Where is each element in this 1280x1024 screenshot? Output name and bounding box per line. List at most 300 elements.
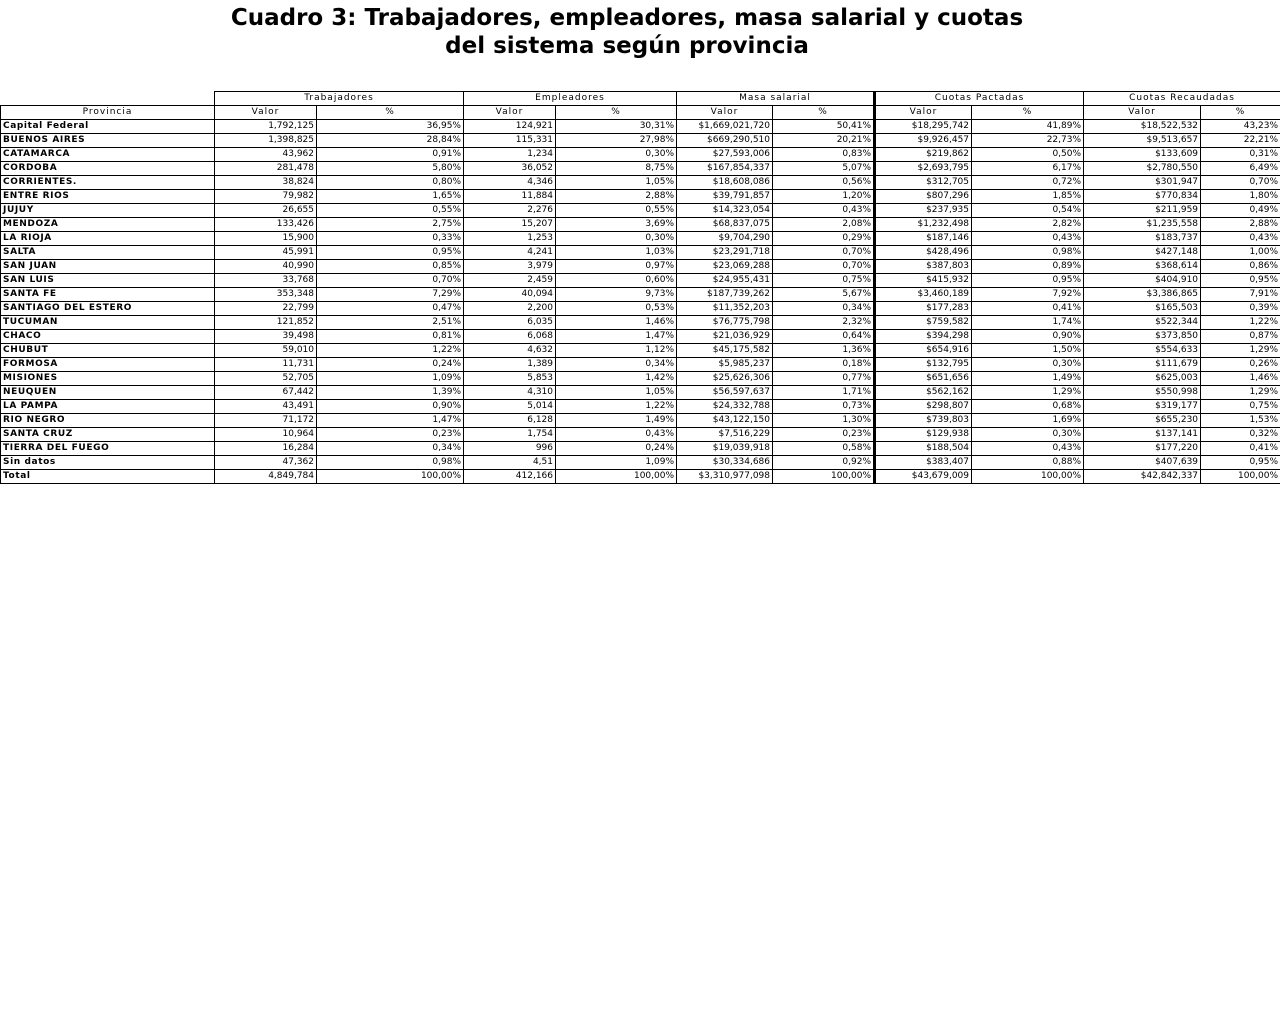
- table-cell: 15,900: [215, 232, 317, 246]
- table-cell: 4,632: [464, 344, 556, 358]
- table-cell: $759,582: [875, 316, 972, 330]
- table-cell: 0,89%: [972, 260, 1084, 274]
- table-row: [1, 344, 1280, 358]
- table-cell: $39,791,857: [677, 190, 773, 204]
- table-cell: $23,291,718: [677, 246, 773, 260]
- table-cell: 28,84%: [317, 134, 464, 148]
- table-cell: $1,235,558: [1084, 218, 1201, 232]
- table-cell: 1,12%: [556, 344, 677, 358]
- table-cell: $3,460,189: [875, 288, 972, 302]
- table-cell: 1,22%: [1201, 316, 1280, 330]
- table-cell: $807,296: [875, 190, 972, 204]
- table-cell: 47,362: [215, 456, 317, 470]
- table-row: [1, 386, 1280, 400]
- table-cell: $3,386,865: [1084, 288, 1201, 302]
- province-name-cell: NEUQUEN: [1, 386, 215, 400]
- province-name-cell: Total: [1, 470, 215, 484]
- table-row: [1, 232, 1280, 246]
- table-cell: 3,979: [464, 260, 556, 274]
- table-cell: $177,283: [875, 302, 972, 316]
- table-cell: 0,68%: [972, 400, 1084, 414]
- table-cell: 1,03%: [556, 246, 677, 260]
- table-cell: 996: [464, 442, 556, 456]
- table-cell: 0,55%: [317, 204, 464, 218]
- table-cell: 6,128: [464, 414, 556, 428]
- table-cell: 0,33%: [317, 232, 464, 246]
- table-row: [1, 302, 1280, 316]
- table-cell: 71,172: [215, 414, 317, 428]
- table-cell: 0,70%: [773, 246, 875, 260]
- province-name-cell: Capital Federal: [1, 120, 215, 134]
- table-cell: 1,71%: [773, 386, 875, 400]
- table-cell: 1,22%: [317, 344, 464, 358]
- table-cell: 9,73%: [556, 288, 677, 302]
- table-cell: 0,88%: [972, 456, 1084, 470]
- table-cell: 8,75%: [556, 162, 677, 176]
- table-cell: $56,597,637: [677, 386, 773, 400]
- table-cell: $428,496: [875, 246, 972, 260]
- table-cell: $24,332,788: [677, 400, 773, 414]
- table-row: [1, 316, 1280, 330]
- table-cell: 2,75%: [317, 218, 464, 232]
- table-cell: 0,70%: [317, 274, 464, 288]
- column-header-valor: Valor: [875, 106, 972, 120]
- table-cell: 41,89%: [972, 120, 1084, 134]
- group-header-empleadores: Empleadores: [464, 92, 677, 106]
- table-cell: $319,177: [1084, 400, 1201, 414]
- column-header-valor: Valor: [215, 106, 317, 120]
- table-cell: 100,00%: [1201, 470, 1280, 484]
- table-cell: 1,29%: [1201, 386, 1280, 400]
- table-cell: 2,82%: [972, 218, 1084, 232]
- table-cell: $427,148: [1084, 246, 1201, 260]
- table-cell: 1,20%: [773, 190, 875, 204]
- province-name-cell: CATAMARCA: [1, 148, 215, 162]
- table-row: [1, 260, 1280, 274]
- table-cell: 0,95%: [317, 246, 464, 260]
- table-cell: $404,910: [1084, 274, 1201, 288]
- table-cell: $188,504: [875, 442, 972, 456]
- table-cell: 43,23%: [1201, 120, 1280, 134]
- table-cell: 1,74%: [972, 316, 1084, 330]
- province-name-cell: Sin datos: [1, 456, 215, 470]
- table-cell: $9,926,457: [875, 134, 972, 148]
- table-cell: $2,693,795: [875, 162, 972, 176]
- provinces-table: [0, 91, 1280, 484]
- table-cell: 67,442: [215, 386, 317, 400]
- province-name-cell: SANTA FE: [1, 288, 215, 302]
- table-cell: 1,39%: [317, 386, 464, 400]
- column-header-valor: Valor: [464, 106, 556, 120]
- table-cell: $187,146: [875, 232, 972, 246]
- title-line-2: del sistema según provincia: [445, 33, 809, 59]
- column-header-valor: Valor: [677, 106, 773, 120]
- table-cell: $655,230: [1084, 414, 1201, 428]
- group-header-trabajadores: Trabajadores: [215, 92, 464, 106]
- table-cell: 0,43%: [1201, 232, 1280, 246]
- table-cell: 5,67%: [773, 288, 875, 302]
- table-cell: 1,42%: [556, 372, 677, 386]
- table-row: [1, 176, 1280, 190]
- table-cell: 0,81%: [317, 330, 464, 344]
- table-cell: 353,348: [215, 288, 317, 302]
- table-cell: 0,39%: [1201, 302, 1280, 316]
- table-cell: 15,207: [464, 218, 556, 232]
- table-cell: 4,51: [464, 456, 556, 470]
- table-row: [1, 400, 1280, 414]
- table-cell: $23,069,288: [677, 260, 773, 274]
- table-cell: 10,964: [215, 428, 317, 442]
- province-name-cell: FORMOSA: [1, 358, 215, 372]
- table-cell: $387,803: [875, 260, 972, 274]
- province-name-cell: SAN LUIS: [1, 274, 215, 288]
- table-cell: 0,72%: [972, 176, 1084, 190]
- group-header-row: [1, 92, 1280, 106]
- table-cell: $373,850: [1084, 330, 1201, 344]
- table-cell: 0,50%: [972, 148, 1084, 162]
- table-cell: $43,122,150: [677, 414, 773, 428]
- table-cell: 1,253: [464, 232, 556, 246]
- table-cell: 52,705: [215, 372, 317, 386]
- table-cell: 0,73%: [773, 400, 875, 414]
- column-header-pct: %: [1201, 106, 1280, 120]
- table-cell: 0,31%: [1201, 148, 1280, 162]
- table-cell: $522,344: [1084, 316, 1201, 330]
- table-cell: 1,00%: [1201, 246, 1280, 260]
- table-cell: 2,32%: [773, 316, 875, 330]
- column-header-pct: %: [773, 106, 875, 120]
- table-cell: 4,310: [464, 386, 556, 400]
- table-cell: 1,30%: [773, 414, 875, 428]
- table-cell: 45,991: [215, 246, 317, 260]
- table-row: [1, 470, 1280, 484]
- table-cell: 1,47%: [556, 330, 677, 344]
- table-cell: $651,656: [875, 372, 972, 386]
- table-cell: 1,29%: [1201, 344, 1280, 358]
- table-cell: 7,29%: [317, 288, 464, 302]
- table-cell: 0,83%: [773, 148, 875, 162]
- table-row: [1, 148, 1280, 162]
- table-cell: $211,959: [1084, 204, 1201, 218]
- table-cell: 1,389: [464, 358, 556, 372]
- table-cell: 2,88%: [556, 190, 677, 204]
- table-cell: 0,26%: [1201, 358, 1280, 372]
- table-row: [1, 428, 1280, 442]
- table-cell: 100,00%: [556, 470, 677, 484]
- table-cell: 1,49%: [556, 414, 677, 428]
- table-cell: 281,478: [215, 162, 317, 176]
- table-cell: $11,352,203: [677, 302, 773, 316]
- table-cell: 2,88%: [1201, 218, 1280, 232]
- table-cell: 0,43%: [773, 204, 875, 218]
- table-cell: 40,094: [464, 288, 556, 302]
- table-cell: $9,513,657: [1084, 134, 1201, 148]
- table-cell: 2,51%: [317, 316, 464, 330]
- table-cell: 5,853: [464, 372, 556, 386]
- table-cell: 0,97%: [556, 260, 677, 274]
- table-cell: 2,459: [464, 274, 556, 288]
- table-cell: $415,932: [875, 274, 972, 288]
- table-cell: $18,522,532: [1084, 120, 1201, 134]
- table-cell: $43,679,009: [875, 470, 972, 484]
- table-cell: 2,200: [464, 302, 556, 316]
- table-cell: $368,614: [1084, 260, 1201, 274]
- table-cell: 1,49%: [972, 372, 1084, 386]
- table-cell: 0,49%: [1201, 204, 1280, 218]
- table-cell: 100,00%: [972, 470, 1084, 484]
- group-header-masa-salarial: Masa salarial: [677, 92, 875, 106]
- table-cell: $132,795: [875, 358, 972, 372]
- table-cell: 22,799: [215, 302, 317, 316]
- table-cell: 1,46%: [556, 316, 677, 330]
- table-cell: 33,768: [215, 274, 317, 288]
- table-cell: 6,49%: [1201, 162, 1280, 176]
- column-header-pct: %: [317, 106, 464, 120]
- table-cell: 0,55%: [556, 204, 677, 218]
- table-cell: $301,947: [1084, 176, 1201, 190]
- table-cell: 1,46%: [1201, 372, 1280, 386]
- table-cell: 0,34%: [317, 442, 464, 456]
- table-cell: 0,23%: [773, 428, 875, 442]
- table-cell: 1,05%: [556, 176, 677, 190]
- table-cell: 133,426: [215, 218, 317, 232]
- table-cell: 7,92%: [972, 288, 1084, 302]
- table-cell: 0,43%: [556, 428, 677, 442]
- table-row: [1, 134, 1280, 148]
- table-cell: 5,07%: [773, 162, 875, 176]
- table-cell: 79,982: [215, 190, 317, 204]
- table-cell: 0,43%: [972, 232, 1084, 246]
- table-cell: 0,98%: [972, 246, 1084, 260]
- table-cell: $167,854,337: [677, 162, 773, 176]
- table-cell: 38,824: [215, 176, 317, 190]
- table-cell: $25,626,306: [677, 372, 773, 386]
- province-name-cell: ENTRE RIOS: [1, 190, 215, 204]
- province-name-cell: CORDOBA: [1, 162, 215, 176]
- group-header-cuotas-pactadas: Cuotas Pactadas: [875, 92, 1084, 106]
- column-header-pct: %: [972, 106, 1084, 120]
- column-header-pct: %: [556, 106, 677, 120]
- table-cell: 4,346: [464, 176, 556, 190]
- table-cell: $407,639: [1084, 456, 1201, 470]
- province-name-cell: TIERRA DEL FUEGO: [1, 442, 215, 456]
- table-cell: $383,407: [875, 456, 972, 470]
- table-cell: 59,010: [215, 344, 317, 358]
- table-cell: 0,75%: [773, 274, 875, 288]
- table-cell: 43,962: [215, 148, 317, 162]
- table-cell: 30,31%: [556, 120, 677, 134]
- table-cell: 0,77%: [773, 372, 875, 386]
- table-cell: 0,60%: [556, 274, 677, 288]
- table-cell: 412,166: [464, 470, 556, 484]
- table-cell: $550,998: [1084, 386, 1201, 400]
- table-row: [1, 358, 1280, 372]
- province-name-cell: SALTA: [1, 246, 215, 260]
- table-cell: 0,95%: [972, 274, 1084, 288]
- table-cell: 1,65%: [317, 190, 464, 204]
- table-cell: $739,803: [875, 414, 972, 428]
- table-cell: 1,69%: [972, 414, 1084, 428]
- table-cell: 1,09%: [317, 372, 464, 386]
- table-cell: 0,30%: [556, 148, 677, 162]
- table-row: [1, 442, 1280, 456]
- table-cell: $237,935: [875, 204, 972, 218]
- province-name-cell: MISIONES: [1, 372, 215, 386]
- table-cell: 5,014: [464, 400, 556, 414]
- table-cell: 1,09%: [556, 456, 677, 470]
- province-name-cell: CHACO: [1, 330, 215, 344]
- province-name-cell: JUJUY: [1, 204, 215, 218]
- table-cell: 1,53%: [1201, 414, 1280, 428]
- table-cell: 0,75%: [1201, 400, 1280, 414]
- table-cell: $19,039,918: [677, 442, 773, 456]
- table-cell: $669,290,510: [677, 134, 773, 148]
- table-cell: $625,003: [1084, 372, 1201, 386]
- table-cell: 0,29%: [773, 232, 875, 246]
- province-name-cell: CHUBUT: [1, 344, 215, 358]
- table-cell: 43,491: [215, 400, 317, 414]
- table-cell: 1,398,825: [215, 134, 317, 148]
- table-row: [1, 120, 1280, 134]
- table-cell: 4,241: [464, 246, 556, 260]
- table-cell: 0,98%: [317, 456, 464, 470]
- province-name-cell: SANTA CRUZ: [1, 428, 215, 442]
- table-cell: $129,938: [875, 428, 972, 442]
- province-name-cell: CORRIENTES.: [1, 176, 215, 190]
- table-cell: 27,98%: [556, 134, 677, 148]
- table-cell: 1,50%: [972, 344, 1084, 358]
- province-name-cell: SANTIAGO DEL ESTERO: [1, 302, 215, 316]
- table-cell: $219,862: [875, 148, 972, 162]
- table-row: [1, 218, 1280, 232]
- table-row: [1, 246, 1280, 260]
- table-cell: 1,47%: [317, 414, 464, 428]
- table-cell: 0,54%: [972, 204, 1084, 218]
- table-cell: 0,30%: [972, 428, 1084, 442]
- table-cell: $770,834: [1084, 190, 1201, 204]
- table-cell: 0,58%: [773, 442, 875, 456]
- table-cell: $1,232,498: [875, 218, 972, 232]
- table-cell: 0,85%: [317, 260, 464, 274]
- table-cell: $42,842,337: [1084, 470, 1201, 484]
- table-cell: 11,884: [464, 190, 556, 204]
- table-cell: $165,503: [1084, 302, 1201, 316]
- table-row: [1, 288, 1280, 302]
- table-cell: 1,754: [464, 428, 556, 442]
- table-cell: 1,80%: [1201, 190, 1280, 204]
- table-cell: 22,73%: [972, 134, 1084, 148]
- table-cell: 1,22%: [556, 400, 677, 414]
- table-row: [1, 372, 1280, 386]
- table-cell: $2,780,550: [1084, 162, 1201, 176]
- group-header-cuotas-recaudadas: Cuotas Recaudadas: [1084, 92, 1280, 106]
- table-cell: $7,516,229: [677, 428, 773, 442]
- table-cell: 0,56%: [773, 176, 875, 190]
- table-cell: 39,498: [215, 330, 317, 344]
- column-header-valor: Valor: [1084, 106, 1201, 120]
- table-cell: $18,295,742: [875, 120, 972, 134]
- table-cell: 0,34%: [773, 302, 875, 316]
- table-cell: 40,990: [215, 260, 317, 274]
- table-cell: $68,837,075: [677, 218, 773, 232]
- table-cell: 1,85%: [972, 190, 1084, 204]
- table-cell: 36,052: [464, 162, 556, 176]
- table-cell: $45,175,582: [677, 344, 773, 358]
- table-cell: 0,64%: [773, 330, 875, 344]
- table-cell: $177,220: [1084, 442, 1201, 456]
- table-cell: 0,24%: [317, 358, 464, 372]
- table-cell: 121,852: [215, 316, 317, 330]
- table-cell: 0,41%: [1201, 442, 1280, 456]
- table-cell: 0,34%: [556, 358, 677, 372]
- table-cell: $76,775,798: [677, 316, 773, 330]
- table-row: [1, 274, 1280, 288]
- table-cell: 11,731: [215, 358, 317, 372]
- table-cell: 115,331: [464, 134, 556, 148]
- table-cell: $9,704,290: [677, 232, 773, 246]
- province-name-cell: LA RIOJA: [1, 232, 215, 246]
- table-cell: $21,036,929: [677, 330, 773, 344]
- table-cell: 26,655: [215, 204, 317, 218]
- table-cell: 0,23%: [317, 428, 464, 442]
- table-cell: 0,87%: [1201, 330, 1280, 344]
- table-cell: 6,17%: [972, 162, 1084, 176]
- table-cell: $187,739,262: [677, 288, 773, 302]
- table-cell: 100,00%: [773, 470, 875, 484]
- province-name-cell: RIO NEGRO: [1, 414, 215, 428]
- table-cell: 36,95%: [317, 120, 464, 134]
- province-name-cell: TUCUMAN: [1, 316, 215, 330]
- document-title: [0, 4, 1254, 60]
- table-cell: 0,70%: [1201, 176, 1280, 190]
- table-cell: 2,08%: [773, 218, 875, 232]
- table-cell: $654,916: [875, 344, 972, 358]
- table-cell: $5,985,237: [677, 358, 773, 372]
- table-cell: 0,95%: [1201, 274, 1280, 288]
- table-cell: $394,298: [875, 330, 972, 344]
- table-cell: 1,36%: [773, 344, 875, 358]
- table-cell: 1,234: [464, 148, 556, 162]
- table-cell: 0,30%: [972, 358, 1084, 372]
- table-cell: 0,32%: [1201, 428, 1280, 442]
- table-cell: 0,80%: [317, 176, 464, 190]
- table-cell: 0,90%: [972, 330, 1084, 344]
- table-cell: 0,47%: [317, 302, 464, 316]
- table-cell: 0,30%: [556, 232, 677, 246]
- table-row: [1, 190, 1280, 204]
- table-cell: 4,849,784: [215, 470, 317, 484]
- table-cell: $298,807: [875, 400, 972, 414]
- empty-header-cell: [1, 92, 215, 106]
- table-cell: 22,21%: [1201, 134, 1280, 148]
- table-cell: $27,593,006: [677, 148, 773, 162]
- table-cell: 6,068: [464, 330, 556, 344]
- table-cell: $133,609: [1084, 148, 1201, 162]
- table-cell: $3,310,977,098: [677, 470, 773, 484]
- table-cell: $24,955,431: [677, 274, 773, 288]
- table-cell: 5,80%: [317, 162, 464, 176]
- table-cell: $1,669,021,720: [677, 120, 773, 134]
- table-cell: $30,334,686: [677, 456, 773, 470]
- table-row: [1, 162, 1280, 176]
- table-cell: $562,162: [875, 386, 972, 400]
- table-cell: 0,70%: [773, 260, 875, 274]
- table-body: [1, 120, 1280, 484]
- table-cell: 6,035: [464, 316, 556, 330]
- table-cell: 0,91%: [317, 148, 464, 162]
- table-cell: 0,86%: [1201, 260, 1280, 274]
- table-cell: $111,679: [1084, 358, 1201, 372]
